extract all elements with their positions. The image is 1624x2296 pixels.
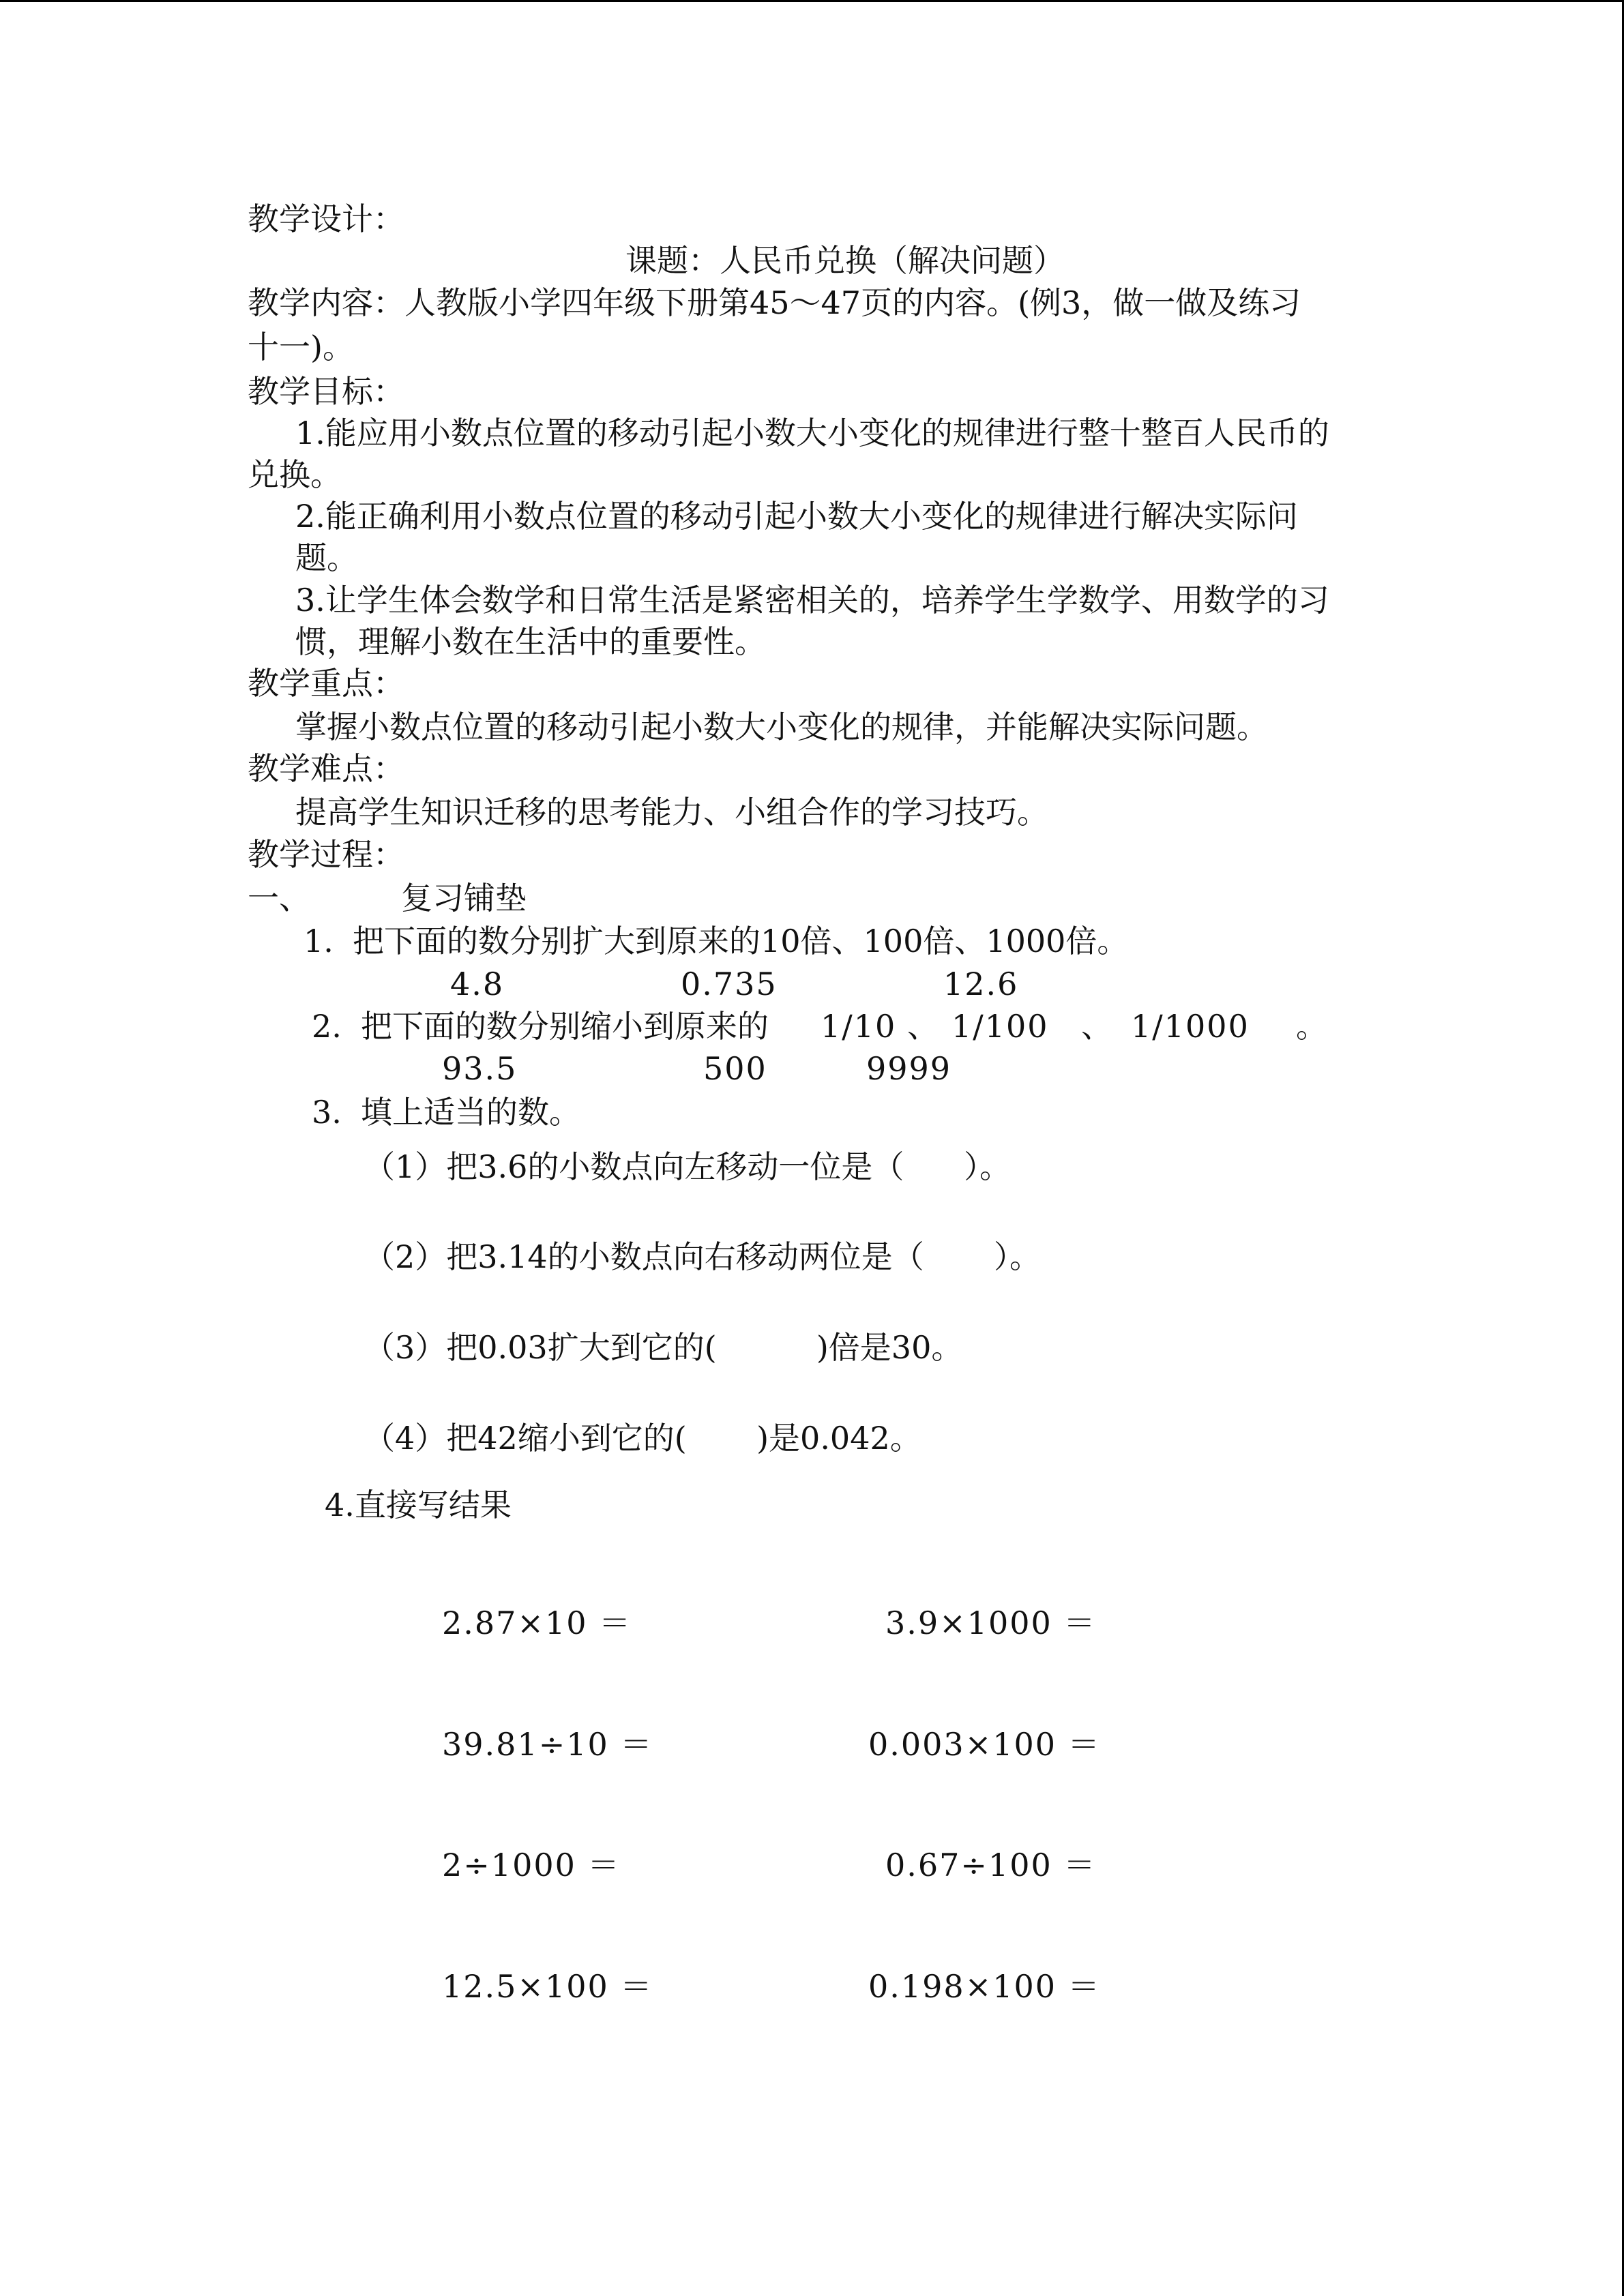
q1-value: 12.6 — [943, 966, 1019, 1002]
fill-blank-item: （1）把3.6的小数点向左移动一位是（ ）。 — [364, 1148, 1012, 1185]
goal-2-line-2: 题。 — [295, 539, 358, 576]
q2-fraction: 1/100 — [951, 1008, 1049, 1045]
q2-separator: 、 — [907, 1008, 939, 1045]
fill-blank-item: （4）把42缩小到它的( )是0.042。 — [364, 1420, 921, 1457]
q2-separator: 、 — [1081, 1008, 1112, 1045]
calc-expression: 12.5×100 ＝ — [442, 1968, 653, 2005]
goal-3-line-2: 惯，理解小数在生活中的重要性。 — [295, 623, 766, 660]
q2-fraction: 1/10 — [821, 1008, 897, 1045]
section-1-title: 复习铺垫 — [401, 880, 527, 916]
question-2-text: 把下面的数分别缩小到原来的 — [361, 1008, 769, 1045]
question-1-text: 把下面的数分别扩大到原来的10倍、100倍、1000倍。 — [353, 923, 1129, 959]
content-line-2: 十一)。 — [248, 329, 354, 366]
doc-title: 课题：人民币兑换（解决问题） — [625, 242, 1065, 279]
goal-3-line-1: 3.让学生体会数学和日常生活是紧密相关的，培养学生学数学、用数学的习 — [295, 582, 1329, 618]
section-1-number: 一、 — [248, 880, 310, 916]
q2-value: 9999 — [866, 1050, 952, 1087]
q2-value: 500 — [703, 1050, 767, 1087]
difficulty-text: 提高学生知识迁移的思考能力、小组合作的学习技巧。 — [295, 794, 1048, 831]
key-heading: 教学重点： — [248, 665, 404, 702]
calc-expression: 0.003×100 ＝ — [868, 1726, 1101, 1763]
goal-2-line-1: 2.能正确利用小数点位置的移动引起小数大小变化的规律进行解决实际问 — [295, 498, 1298, 535]
difficulty-heading: 教学难点： — [248, 750, 404, 787]
question-4-text: 4.直接写结果 — [325, 1487, 512, 1523]
doc-header: 教学设计： — [248, 200, 404, 237]
question-3-number: 3. — [312, 1094, 342, 1131]
goal-1-line-1: 1.能应用小数点位置的移动引起小数大小变化的规律进行整十整百人民币的 — [295, 415, 1329, 451]
calc-expression: 2.87×10 ＝ — [442, 1605, 632, 1641]
calc-expression: 0.198×100 ＝ — [868, 1968, 1101, 2005]
goal-1-line-2: 兑换。 — [248, 456, 342, 493]
question-3-text: 填上适当的数。 — [361, 1094, 580, 1131]
key-text: 掌握小数点位置的移动引起小数大小变化的规律，并能解决实际问题。 — [295, 709, 1268, 745]
question-1-number: 1. — [304, 923, 334, 959]
q1-value: 0.735 — [681, 966, 778, 1002]
goals-heading: 教学目标： — [248, 373, 404, 410]
q1-value: 4.8 — [450, 966, 505, 1002]
calc-expression: 3.9×1000 ＝ — [885, 1605, 1097, 1641]
fill-blank-item: （2）把3.14的小数点向右移动两位是（ ）。 — [364, 1238, 1042, 1275]
process-heading: 教学过程： — [248, 836, 404, 873]
q2-value: 93.5 — [442, 1050, 518, 1087]
calc-expression: 39.81÷10 ＝ — [442, 1726, 653, 1763]
content-line-1: 教学内容：人教版小学四年级下册第45～47页的内容。(例3，做一做及练习 — [248, 284, 1301, 321]
q2-end-mark: 。 — [1296, 1008, 1327, 1045]
page-border-top — [0, 0, 1624, 2]
q2-fraction: 1/1000 — [1131, 1008, 1250, 1045]
calc-expression: 0.67÷100 ＝ — [885, 1847, 1097, 1883]
calc-expression: 2÷1000 ＝ — [442, 1847, 621, 1883]
question-2-number: 2. — [312, 1008, 342, 1045]
fill-blank-item: （3）把0.03扩大到它的( )倍是30。 — [364, 1329, 963, 1366]
